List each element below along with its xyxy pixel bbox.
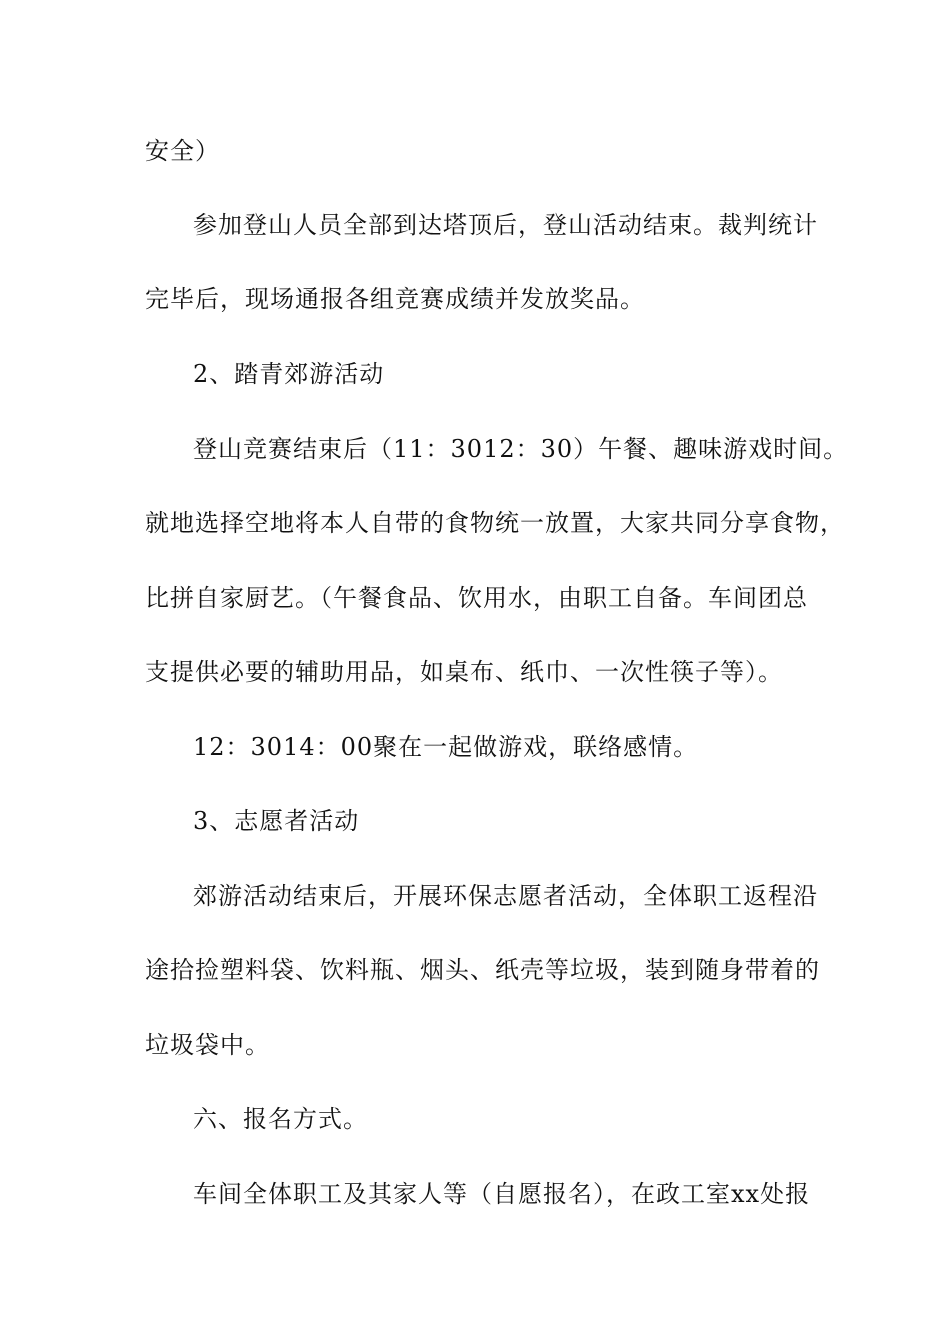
paragraph-start-line: 12：3014：00聚在一起做游戏，联络感情。 bbox=[193, 733, 699, 761]
text-line: 垃圾袋中。 bbox=[145, 1031, 270, 1059]
paragraph-start-line: 登山竞赛结束后（11：3012：30）午餐、趣味游戏时间。 bbox=[193, 435, 849, 463]
text-line: 支提供必要的辅助用品，如桌布、纸巾、一次性筷子等）。 bbox=[145, 658, 783, 686]
section-heading: 3、志愿者活动 bbox=[193, 807, 360, 835]
text-line: 完毕后，现场通报各组竞赛成绩并发放奖品。 bbox=[145, 285, 645, 313]
section-heading: 2、踏青郊游活动 bbox=[193, 360, 385, 388]
text-line: 安全） bbox=[145, 137, 220, 165]
text-line: 比拼自家厨艺。（午餐食品、饮用水，由职工自备。车间团总 bbox=[145, 584, 808, 612]
section-heading: 六、报名方式。 bbox=[193, 1105, 368, 1133]
paragraph-start-line: 车间全体职工及其家人等（自愿报名），在政工室xx处报 bbox=[193, 1180, 811, 1208]
paragraph-start-line: 参加登山人员全部到达塔顶后，登山活动结束。裁判统计 bbox=[193, 211, 818, 239]
text-line: 就地选择空地将本人自带的食物统一放置，大家共同分享食物， bbox=[145, 509, 845, 537]
paragraph-start-line: 郊游活动结束后，开展环保志愿者活动，全体职工返程沿 bbox=[193, 882, 818, 910]
text-line: 途拾捡塑料袋、饮料瓶、烟头、纸壳等垃圾，装到随身带着的 bbox=[145, 956, 820, 984]
